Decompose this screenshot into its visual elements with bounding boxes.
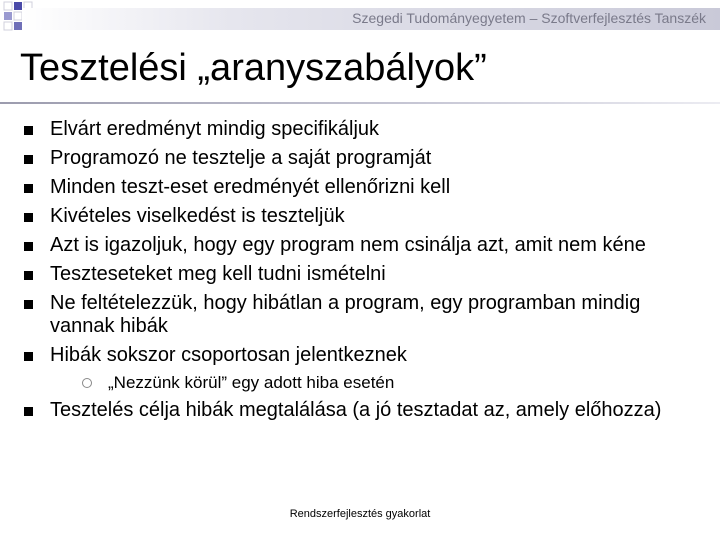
square-bullet-icon (24, 126, 33, 135)
bullet-text: Ne feltételezzük, hogy hibátlan a program, egy programban mindig vannak hibák (50, 292, 641, 337)
bullet-item (20, 205, 700, 228)
bullet-item (20, 147, 700, 170)
bullet-item (20, 292, 700, 338)
bullet-item (20, 176, 700, 199)
square-bullet-icon (24, 213, 33, 222)
bullet-item (20, 234, 700, 257)
square-bullet-icon (24, 184, 33, 193)
bullet-item (20, 118, 700, 141)
slide-title: Tesztelési „aranyszabályok” (20, 47, 487, 89)
sub-bullet-item (78, 373, 700, 393)
square-bullet-icon (24, 242, 33, 251)
hollow-circle-bullet-icon (82, 378, 92, 388)
bullet-item (20, 399, 700, 422)
square-bullet-icon (24, 352, 33, 361)
title-divider (0, 102, 720, 104)
bullet-text: Programozó ne tesztelje a saját programját (50, 147, 432, 169)
square-bullet-icon (24, 155, 33, 164)
sub-bullet-text: „Nezzünk körül” egy adott hiba esetén (108, 373, 395, 392)
square-bullet-icon (24, 271, 33, 280)
sub-bullet-list (50, 373, 700, 393)
bullet-item (20, 344, 700, 393)
bullet-text: Teszteseteket meg kell tudni ismételni (50, 263, 386, 285)
bullet-text: Minden teszt-eset eredményét ellenőrizni kell (50, 176, 451, 198)
bullet-text: Tesztelés célja hibák megtalálása (a jó tesztadat az, amely előhozza) (50, 399, 662, 421)
bullet-item (20, 263, 700, 286)
square-bullet-icon (24, 300, 33, 309)
bullet-text: Azt is igazoljuk, hogy egy program nem csinálja azt, amit nem kéne (50, 234, 646, 256)
bullet-text: Elvárt eredményt mindig specifikáljuk (50, 118, 380, 140)
footer-text: Rendszerfejlesztés gyakorlat (289, 508, 431, 520)
bullet-text: Hibák sokszor csoportosan jelentkeznek (50, 344, 407, 366)
header-text: Szegedi Tudományegyetem – Szoftverfejlesztés Tanszék (352, 10, 706, 26)
bullet-list (20, 118, 700, 428)
square-bullet-icon (24, 407, 33, 416)
bullet-text: Kivételes viselkedést is teszteljük (50, 205, 345, 227)
